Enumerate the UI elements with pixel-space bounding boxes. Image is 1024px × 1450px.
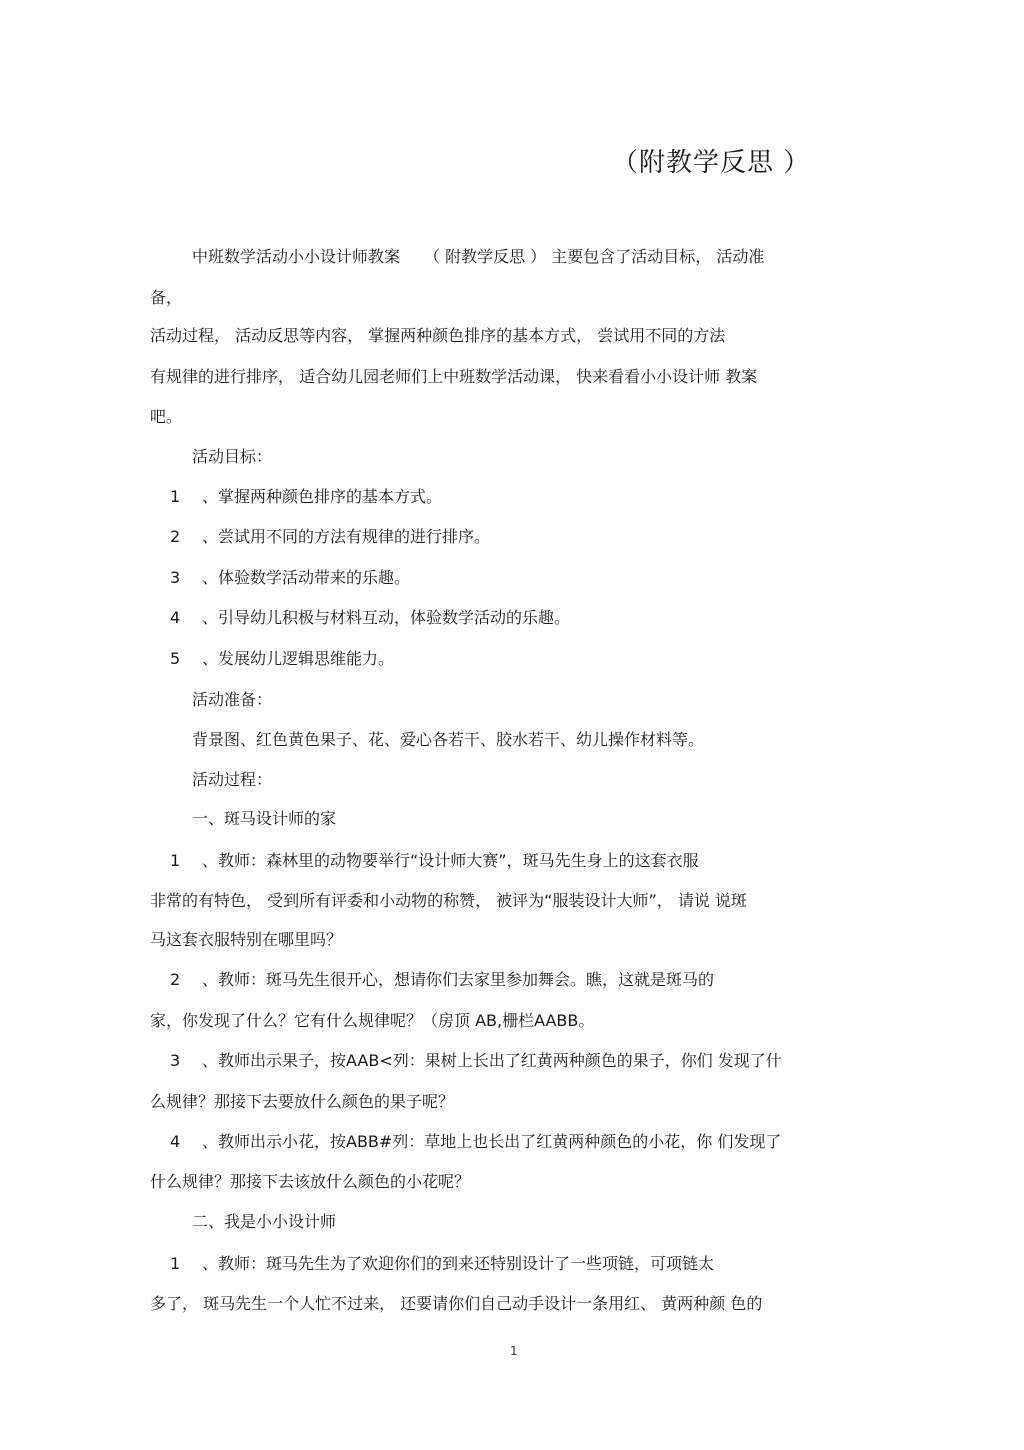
section-2-heading: 二、我是小小设计师 [192,1212,337,1231]
step-line: 非常的有特色， 受到所有评委和小动物的称赞， 被评为“服装设计大师”， 请说 说斑 [150,891,747,910]
process-heading: 活动过程： [192,770,273,789]
goal-number: 1 [170,487,181,506]
goal-number: 5 [170,649,181,668]
step-line: 么规律？那接下去要放什么颜色的果子呢？ [150,1092,455,1111]
step-line: 、教师：斑马先生为了欢迎你们的到来还特别设计了一些项链，可项链太 [202,1254,715,1273]
step-line: 、教师出示果子，按AAB<列：果树上长出了红黄两种颜色的果子，你们 发现了什 [202,1051,782,1070]
section-1-heading: 一、斑马设计师的家 [192,809,337,828]
goal-item: 、发展幼儿逻辑思维能力。 [202,649,395,668]
goal-item: 、引导幼儿积极与材料互动，体验数学活动的乐趣。 [202,608,571,627]
prep-text: 背景图、红色黄色果子、花、爱心各若干、胶水若干、幼儿操作材料等。 [192,730,705,749]
intro-line-1: 中班数学活动小小设计师教案 （ 附教学反思 ） 主要包含了活动目标， 活动准 [192,247,765,266]
step-number: 1 [170,1254,181,1273]
intro-line-3: 活动过程， 活动反思等内容， 掌握两种颜色排序的基本方式， 尝试用不同的方法 [150,326,726,345]
step-number: 2 [170,970,181,989]
goal-number: 2 [170,527,181,546]
goal-number: 4 [170,608,181,627]
step-line: 、教师：森林里的动物要举行“设计师大赛”，斑马先生身上的这套衣服 [202,851,699,870]
prep-heading: 活动准备： [192,690,273,709]
step-line: 、教师：斑马先生很开心，想请你们去家里参加舞会。瞧，这就是斑马的 [202,970,715,989]
page-title: （附教学反思 ） [612,148,811,178]
goal-item: 、掌握两种颜色排序的基本方式。 [202,487,443,506]
step-line: 多了， 斑马先生一个人忙不过来， 还要请你们自己动手设计一条用红、 黄两种颜 色的 [150,1294,763,1313]
intro-line-2: 备， [150,288,183,307]
intro-line-5: 吧。 [150,407,183,426]
goals-heading: 活动目标： [192,447,273,466]
step-line: 什么规律？那接下去该放什么颜色的小花呢？ [150,1172,471,1191]
goal-item: 、尝试用不同的方法有规律的进行排序。 [202,527,491,546]
goal-item: 、体验数学活动带来的乐趣。 [202,568,411,587]
page-number: 1 [510,1344,518,1358]
intro-line-4: 有规律的进行排序， 适合幼儿园老师们上中班数学活动课， 快来看看小小设计师 教案 [150,367,758,386]
step-line: 家，你发现了什么？它有什么规律呢？（房顶 AB,栅栏AABB。 [150,1011,595,1030]
step-number: 4 [170,1132,181,1151]
step-line: 、教师出示小花，按ABB#列：草地上也长出了红黄两种颜色的小花，你 们发现了 [202,1132,782,1151]
step-line: 马这套衣服特别在哪里吗？ [150,930,343,949]
step-number: 3 [170,1051,181,1070]
step-number: 1 [170,851,181,870]
goal-number: 3 [170,568,181,587]
